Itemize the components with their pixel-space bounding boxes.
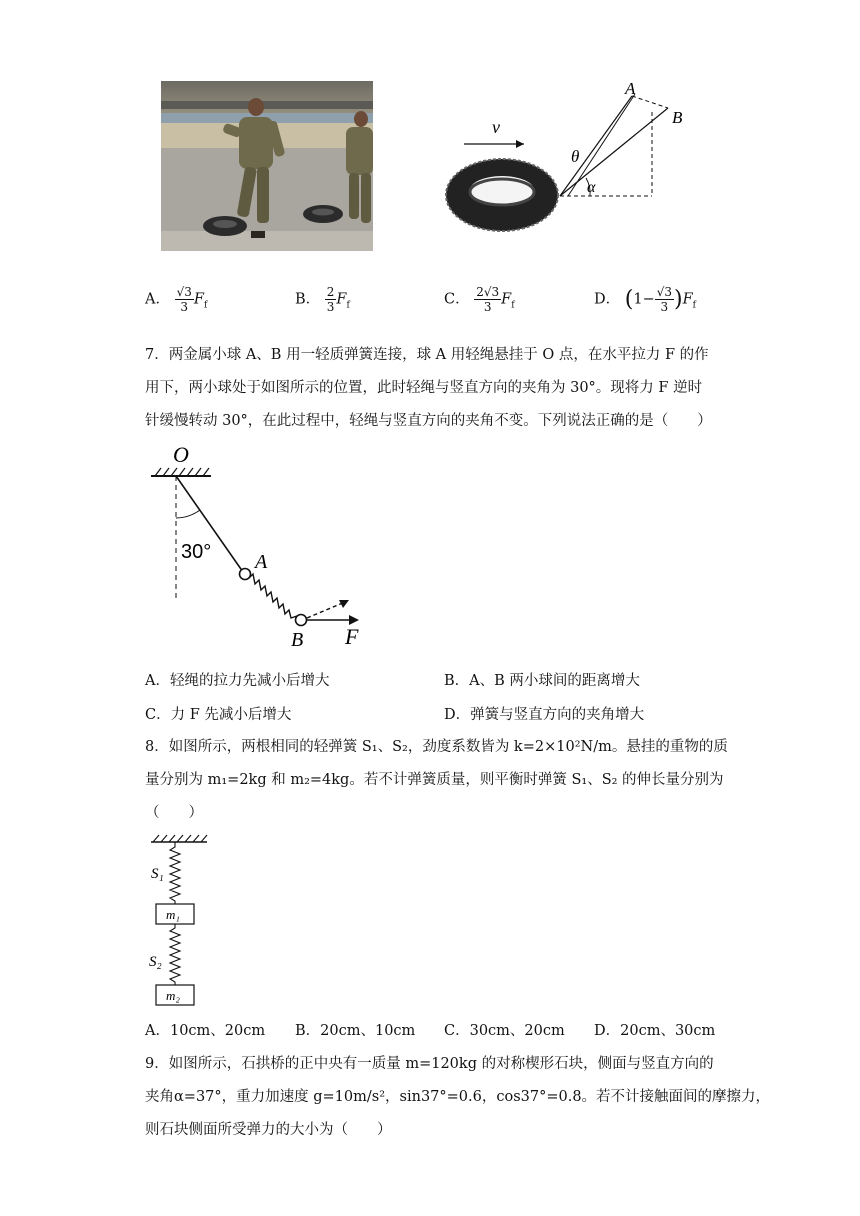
mass-m2-label: m₂ [166,988,180,1003]
option-letter: B． [295,291,321,308]
q9-line-1: 9．如图所示，石拱桥的正中央有一质量 m=120kg 的对称楔形石块，侧面与竖直方向的 [145,1056,714,1072]
mass-m1-label: m₁ [166,907,180,922]
q8-option-c[interactable]: C．30cm、20cm [444,1023,565,1039]
q6-option-c[interactable]: C． $\frac{2√3}{3}$ $F_f$ [444,285,515,314]
fraction: $\frac{2√3}{3}$ [476,285,500,314]
q6-option-a[interactable]: A． $\frac{√3}{3}$ $F_f$ [145,285,208,314]
soldiers-pulling-tires-photo [161,81,373,251]
tire-icon [446,159,558,231]
angle-label: 30° [181,541,212,563]
spring-icon [249,574,297,618]
paren-open: ( [624,287,634,312]
force-f-label: F [345,624,359,649]
ball-b-label: B [291,629,304,651]
theta-label: θ [571,147,580,166]
q7-option-b[interactable]: B．A、B 两小球间的距离增大 [444,673,640,689]
option-letter: D． [594,291,621,308]
q7-line-2: 用下，两小球处于如图所示的位置，此时轻绳与竖直方向的夹角为 30°。现将力 F 逆时 [145,380,703,396]
alpha-label: α [587,179,596,196]
spring-s1-icon [170,842,180,904]
tire-diagram-svg [440,78,700,258]
q6-option-b[interactable]: B． $\frac{2}{3}$ $F_f$ [295,285,350,314]
fraction: $\frac{2}{3}$ [326,285,335,314]
velocity-label: v [492,117,500,137]
ball-a-label: A [255,551,268,573]
q8-line-1: 8．如图所示，两根相同的轻弹簧 S₁、S₂，劲度系数皆为 k=2×10²N/m。悬挂的重物的质 [145,739,728,755]
q8-line-2: 量分别为 m₁=2kg 和 m₂=4kg。若不计弹簧质量，则平衡时弹簧 S₁、S₂ 的伸长量分别为 [145,772,724,788]
q7-diagram-svg [145,440,385,655]
point-a-label: A [625,79,636,98]
q6-option-d[interactable]: D． (1− $\frac{√3}{3}$ )$F_f$ [594,285,696,314]
q8-option-b[interactable]: B．20cm、10cm [295,1023,416,1039]
q7-line-3: 针缓慢转动 30°，在此过程中，轻绳与竖直方向的夹角不变。下列说法正确的是（ ） [145,413,712,429]
ball-b [296,615,307,626]
q8-line-3: （ ） [145,805,203,821]
q8-diagram-svg [145,832,225,1012]
q8-option-a[interactable]: A．10cm、20cm [145,1023,266,1039]
fraction: $\frac{√3}{3}$ [656,285,672,314]
photo-illustration [161,81,373,251]
spring-s2-label: S₂ [149,954,162,970]
hanging-balls-spring-diagram [145,440,385,655]
paren-close: ) [674,287,683,312]
q9-line-2: 夹角α=37°，重力加速度 g=10m/s²，sin37°=0.6，cos37°=0.8。若不计接触面间的摩擦力， [145,1089,771,1105]
q8-option-d[interactable]: D．20cm、30cm [594,1023,716,1039]
point-b-label: B [672,108,683,127]
q7-option-d[interactable]: D．弹簧与竖直方向的夹角增大 [444,707,645,723]
spring-s2-icon [170,924,180,985]
tire-force-diagram [440,78,700,258]
q9-line-3: 则石块侧面所受弹力的大小为（ ） [145,1122,392,1138]
spring-s1-label: S₁ [151,866,164,882]
two-springs-diagram [145,832,225,1012]
option-letter: A． [145,291,170,308]
option-letter: C． [444,291,470,308]
q7-option-a[interactable]: A．轻绳的拉力先减小后增大 [145,673,330,689]
point-o-label: O [173,442,189,467]
q7-line-1: 7．两金属小球 A、B 用一轻质弹簧连接，球 A 用轻绳悬挂于 O 点，在水平拉力 F 的作 [145,347,709,363]
fraction: $\frac{√3}{3}$ [176,285,192,314]
q7-option-c[interactable]: C．力 F 先减小后增大 [145,707,292,723]
